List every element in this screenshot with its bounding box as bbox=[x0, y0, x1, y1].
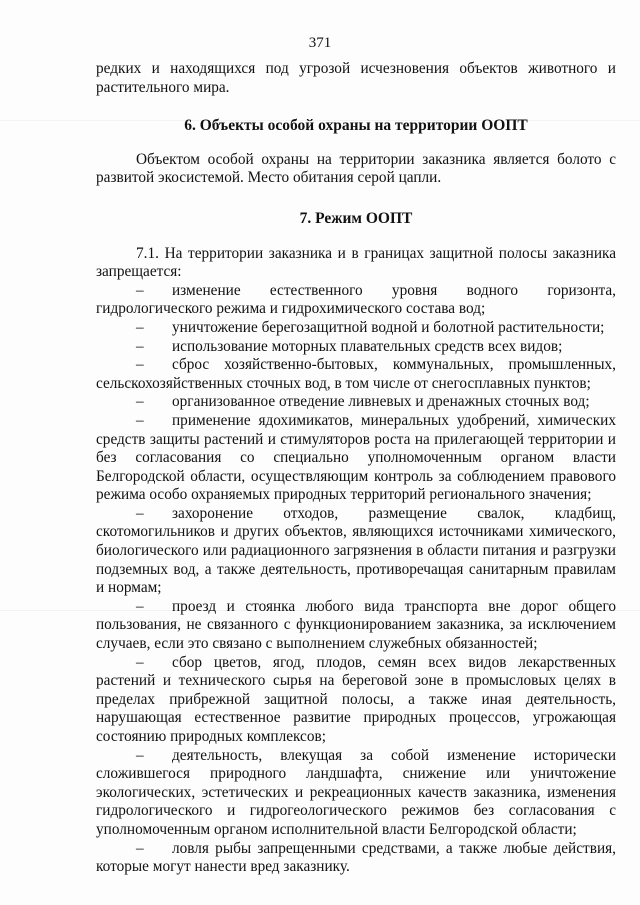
list-item bbox=[96, 840, 616, 877]
list-item bbox=[96, 654, 616, 747]
list-item-text: организованное отведение ливневых и дренажных сточных вод; bbox=[172, 393, 590, 411]
list-item-text: ловля рыбы запрещенными средствами, а также любые действия, которые могут нанести вред заказнику. bbox=[96, 839, 616, 876]
list-item-text: захоронение отходов, размещение свалок, кладбищ, скотомогильников и других объектов, являющихся источниками химического, биологического или радиационного загрязнения в области питания и разгрузки подземных вод, а также деятельность, противоречащая санитарным правилам и нормам; bbox=[96, 504, 616, 597]
list-item-text: проезд и стоянка любого вида транспорта вне дорог общего пользования, не связанного с функционированием заказника, за исключением случаев, если это связано с выполнением служебных обязанностей; bbox=[96, 597, 616, 653]
dash-marker: – bbox=[136, 597, 144, 615]
list-item bbox=[96, 319, 616, 338]
document-body bbox=[96, 60, 616, 877]
list-item-text: изменение естественного уровня водного горизонта, гидрологического режима и гидрохимического состава вод; bbox=[96, 281, 616, 318]
list-item bbox=[96, 505, 616, 598]
dash-marker: – bbox=[136, 504, 144, 522]
section-7-intro: 7.1. На территории заказника и в границах защитной полосы заказника запрещается: bbox=[96, 244, 616, 281]
list-item-text: использование моторных плавательных средств всех видов; bbox=[172, 337, 563, 355]
dash-marker: – bbox=[136, 281, 144, 299]
dash-marker: – bbox=[136, 411, 144, 429]
dash-marker: – bbox=[136, 839, 144, 857]
dash-marker: – bbox=[136, 746, 144, 764]
list-item-text: сброс хозяйственно-бытовых, коммунальных, промышленных, сельскохозяйственных сточных вод, в том числе от снегосплавных пунктов; bbox=[96, 356, 616, 392]
section-7-title: 7. Режим ООПТ bbox=[299, 209, 413, 227]
list-item bbox=[96, 282, 616, 319]
list-item bbox=[96, 747, 616, 840]
section-6-title: 6. Объекты особой охраны на территории ООПТ bbox=[184, 117, 528, 135]
dash-marker: – bbox=[136, 393, 144, 411]
list-item bbox=[96, 412, 616, 505]
prohibitions-list bbox=[96, 282, 616, 877]
list-item-text: уничтожение берегозащитной водной и болотной растительности; bbox=[172, 318, 605, 336]
list-item-text: применение ядохимикатов, минеральных удобрений, химических средств защиты растений и стимуляторов роста на прилегающей территории и без согласования со специально уполномоченным органом власти Белгородской области, осуществляющим контроль за соблюдением правового режима особо охраняемых природных территорий регионального значения; bbox=[96, 411, 616, 504]
list-item bbox=[96, 598, 616, 654]
section-6-text: Объектом особой охраны на территории заказника является болото с развитой экосистемой. Место обитания серой цапли. bbox=[96, 150, 616, 187]
top-paragraph: редких и находящихся под угрозой исчезновения объектов животного и растительного мира. bbox=[96, 60, 616, 96]
dash-marker: – bbox=[136, 356, 144, 374]
list-item bbox=[96, 338, 616, 357]
dash-marker: – bbox=[136, 318, 144, 336]
dash-marker: – bbox=[136, 337, 144, 355]
list-item bbox=[96, 393, 616, 412]
list-item-text: сбор цветов, ягод, плодов, семян всех видов лекарственных растений и технического сырья на береговой зоне в промысловых целях в пределах прибрежной защитной полосы, а также иная деятельность, нарушающая естественное развитие природных процессов, угрожающая состоянию природных комплексов; bbox=[96, 653, 616, 745]
page-number: 371 bbox=[308, 35, 332, 51]
list-item bbox=[96, 356, 616, 393]
list-item-text: деятельность, влекущая за собой изменение исторически сложившегося природного ландшафта, снижение или уничтожение экологических, эстетических и рекреационных качеств заказника, изменения гидрологического и гидрогеологического режимов без согласования с уполномоченным органом исполнительной власти Белгородской области; bbox=[96, 746, 616, 838]
dash-marker: – bbox=[136, 653, 144, 671]
